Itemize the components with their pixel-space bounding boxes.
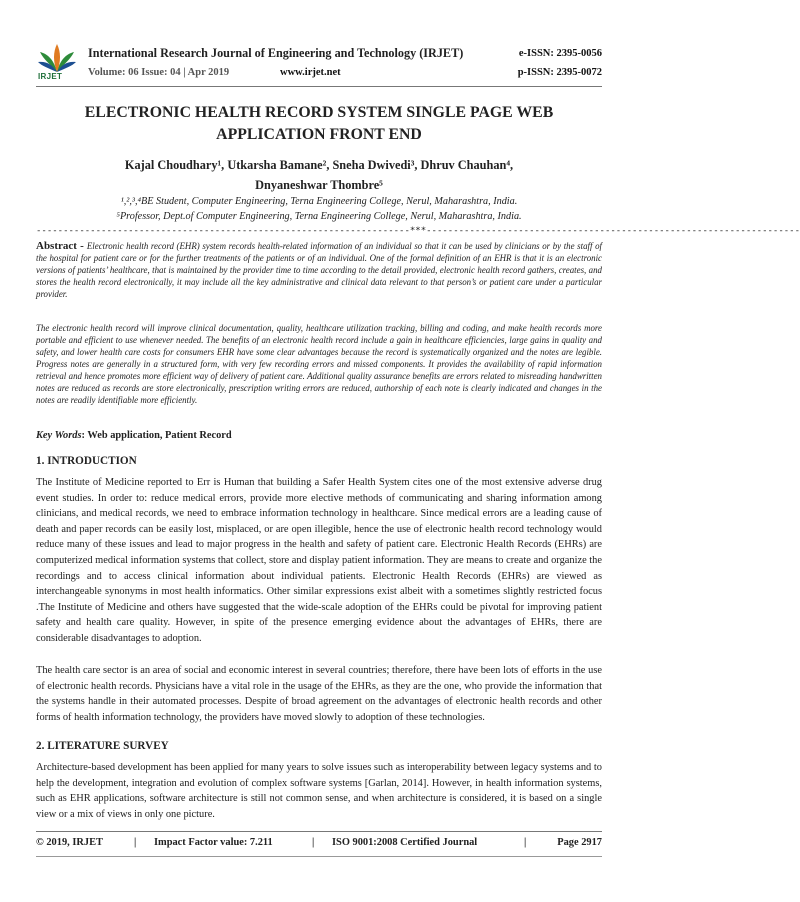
footer-separator: | xyxy=(524,837,527,848)
logo-text: IRJET xyxy=(38,72,63,81)
journal-name: International Research Journal of Engineering and Technology (IRJET) xyxy=(88,46,464,60)
section-heading-literature-survey: 2. LITERATURE SURVEY xyxy=(36,740,169,752)
journal-header xyxy=(36,42,602,88)
affiliations xyxy=(40,194,598,224)
header-divider xyxy=(36,86,602,87)
footer-copyright: © 2019, IRJET xyxy=(36,837,103,848)
author-list xyxy=(60,155,578,195)
keywords-label: Key Words xyxy=(36,430,82,441)
introduction-paragraph-2: The health care sector is an area of social and economic interest in several countries; therefore, there have been lots of efforts in the use of electronic health records. Physicians have a vital role in the usage of the EHRs, as they are the one, who provide the information that the systems handle in their automated processes. Despite of broad agreement on the advantages of electronic health records and other forms of health information technology, the providers have moved slowly to adoption of these technologies. xyxy=(36,665,602,723)
paper-title: ELECTRONIC HEALTH RECORD SYSTEM SINGLE PAGE WEB APPLICATION FRONT END xyxy=(84,104,554,143)
e-issn: e-ISSN: 2395-0056 xyxy=(518,48,602,59)
keywords-text: : Web application, Patient Record xyxy=(81,430,232,441)
section-heading-introduction: 1. INTRODUCTION xyxy=(36,455,137,467)
abstract-heading: Abstract - xyxy=(36,240,87,252)
footer-bottom-rule xyxy=(36,856,602,857)
literature-paragraph-1: Architecture-based development has been applied for many years to solve issues such as interoperability between legacy systems and to help the development, integration and evolution of complex software systems [Garlan, 2014]. However, in health information systems, such as EHR applications, software architecture is still not common sense, and when architecture is considered, it is based on a single view or a mix of views in only one picture. xyxy=(36,762,602,820)
footer-separator: | xyxy=(134,837,137,848)
keywords xyxy=(36,430,232,441)
footer-iso: ISO 9001:2008 Certified Journal xyxy=(332,837,478,848)
abstract-text-1: Electronic health record (EHR) system records health-related information of an individual so that it can be used by clinicians or by the staff of the hospital for patient care or for the further treatments of the patients or of an individual. One of the formal definition of an EHR is that it is an electronic versions of patients’ healthcare, that is maintained by the provider time to time according to the detail provided, electronic health record gathers, creates, and stores the health record electronically, it may include all the key administrative and clinical data relevant to that person’s or patient care under a particular provider. xyxy=(36,241,602,299)
journal-website-link[interactable]: www.irjet.net xyxy=(280,67,341,78)
section-separator: ---------------------------------------------------------------------***--------------------------------------------------------------------- xyxy=(36,226,800,236)
abstract-paragraph-2: The electronic health record will improve clinical documentation, quality, healthcare utilization tracking, billing and coding, and make health records more portable and efficient to use whenever needed. The benefits of an electronic health record include a gain in healthcare efficiencies, large gains in quality and safety, and lower health care costs for consumers EHR have some clear advantages because the record is systematically organized and the notes are legible. Progress notes are generally in a structured form, with very few recording errors and missed components. It provides the availability of rapid information retrieval and hence promotes more efficient way of delivery of patient care. Additional quality assurance benefits are errors related to misreading handwritten notes are reduced as records are store electronically, prescription writing errors are reduced, authorship of each note is clearly indicated and changes in the notes are readily identifiable more efficiently. xyxy=(36,323,602,405)
abstract-paragraph-1 xyxy=(36,240,602,300)
footer-divider xyxy=(36,831,602,832)
footer-impact-factor: Impact Factor value: 7.211 xyxy=(154,837,273,848)
footer-page-number: Page 2917 xyxy=(557,837,602,848)
p-issn: p-ISSN: 2395-0072 xyxy=(517,67,602,78)
introduction-paragraph-1: The Institute of Medicine reported to Err is Human that building a Safer Health System cites one of the most extensive adverse drug event studies. In order to: reduce medical errors, provide more elective methods of communicating and sharing information among clinicians, and medical records, we need to embrace information technology in healthcare. Since medical errors are a leading cause of death and paper records can be easily lost, misplaced, or are open illegible, hence the use of electronic health record technology would reduce many of these issues and lead to major progress in the health and safety of patient care. Electronic Health Records (EHRs) are computerized medical information systems that collect, store and display patient information. They are means to create and organize the recordings and to access clinical information about individual patients. Electronic Health Records (EHRs) are viewed as interchangeable synonyms in most health informatics. Other similar expressions exist albeit with a sometimes slightly restricted focus .The Institute of Medicine and others have suggested that the wide-scale adoption of the EHRs could be pivotal for improving patient safety and health care quality. However, in spite of the presence emerging evidence about the advantages of EHRs, there are considerable disadvantages to adoption. xyxy=(36,477,602,644)
affiliation-students: ¹,²,³,⁴BE Student, Computer Engineering, Terna Engineering College, Nerul, Maharashtra, India. xyxy=(120,196,518,207)
authors-line-2: Dnyaneshwar Thombre⁵ xyxy=(255,178,383,192)
page-footer xyxy=(36,837,602,853)
volume-issue: Volume: 06 Issue: 04 | Apr 2019 xyxy=(88,67,230,78)
footer-separator: | xyxy=(312,837,315,848)
affiliation-professor: ⁵Professor, Dept.of Computer Engineering, Terna Engineering College, Nerul, Maharashtra, India. xyxy=(116,211,522,222)
authors-line-1: Kajal Choudhary¹, Utkarsha Bamane², Sneha Dwivedi³, Dhruv Chauhan⁴, xyxy=(124,158,514,172)
